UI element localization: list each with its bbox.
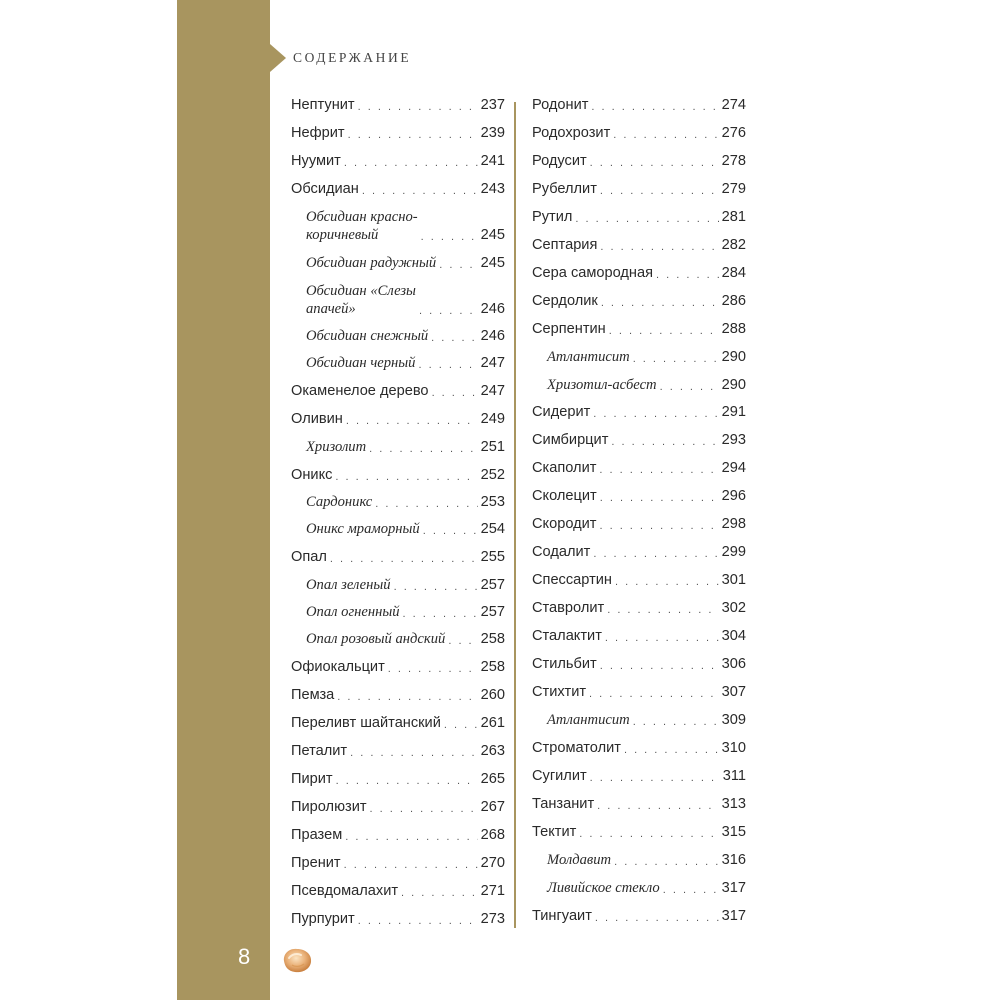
toc-subentry[interactable] (532, 851, 746, 869)
toc-entry-label: Обсидиан черный (306, 355, 416, 371)
dot-leader (394, 580, 478, 594)
toc-entry[interactable] (291, 180, 505, 198)
sidebar-band (177, 0, 270, 1000)
toc-entry-label: Тингуаит (532, 907, 592, 924)
toc-entry-page: 271 (480, 883, 505, 899)
dot-leader (601, 296, 719, 310)
toc-entry[interactable] (532, 403, 746, 421)
toc-entry-page: 237 (480, 97, 505, 113)
toc-entry-page: 282 (721, 236, 746, 253)
toc-entry-label: Родонит (532, 97, 589, 113)
toc-entry-page: 247 (480, 383, 505, 399)
toc-entry[interactable] (291, 382, 505, 400)
toc-subentry[interactable] (291, 327, 505, 345)
toc-entry-page: 293 (721, 432, 746, 449)
toc-entry-page: 245 (480, 227, 505, 243)
toc-entry[interactable] (532, 320, 746, 338)
toc-entry-label: Оникс мраморный (306, 521, 420, 537)
toc-entry[interactable] (291, 882, 505, 900)
toc-entry-page: 245 (480, 255, 505, 271)
dot-leader (660, 380, 719, 394)
dot-leader (423, 524, 478, 538)
toc-entry-page: 257 (480, 604, 505, 620)
toc-entry-page: 270 (480, 855, 505, 871)
dot-leader (624, 743, 719, 757)
toc-entry-page: 253 (480, 494, 505, 510)
toc-entry-label: Скородит (532, 516, 597, 533)
toc-entry-label: Спессартин (532, 572, 612, 589)
toc-entry[interactable] (532, 431, 746, 449)
toc-entry-page: 310 (721, 739, 746, 756)
toc-entry-page: 304 (721, 628, 746, 645)
dot-leader (609, 324, 719, 338)
toc-entry-label: Скаполит (532, 460, 597, 477)
toc-entry-page: 279 (721, 180, 746, 197)
dot-leader (600, 240, 718, 254)
toc-entry[interactable] (532, 292, 746, 310)
dot-leader (656, 268, 719, 282)
dot-leader (611, 435, 718, 449)
toc-entry-label: Танзанит (532, 795, 595, 812)
toc-entry-page: 267 (480, 799, 505, 815)
toc-entry-label: Сугилит (532, 767, 587, 784)
toc-entry[interactable] (532, 627, 746, 645)
dot-leader (370, 802, 478, 816)
toc-entry[interactable] (532, 655, 746, 673)
toc-subentry[interactable] (291, 630, 505, 648)
toc-entry-page: 246 (480, 301, 505, 317)
toc-entry-label: Атлантисит (547, 348, 630, 365)
dot-leader (599, 463, 718, 477)
toc-entry-page: 258 (480, 631, 505, 647)
dot-leader (403, 607, 478, 621)
toc-subentry[interactable] (291, 520, 505, 538)
toc-entry-page: 268 (480, 827, 505, 843)
toc-entry-page: 316 (721, 851, 746, 868)
page-number: 8 (238, 944, 251, 969)
toc-entry[interactable] (291, 686, 505, 704)
toc-entry-page: 265 (480, 771, 505, 787)
toc-entry-page: 286 (721, 292, 746, 309)
dot-leader (362, 184, 478, 198)
dot-leader (431, 331, 477, 345)
toc-entry[interactable] (532, 683, 746, 701)
toc-subentry[interactable] (291, 254, 505, 272)
toc-entry-page: 247 (480, 355, 505, 371)
toc-entry-page: 311 (722, 767, 746, 784)
toc-entry-label: Опал (291, 549, 327, 565)
toc-subentry[interactable] (291, 438, 505, 456)
toc-subentry[interactable] (532, 376, 746, 394)
dot-leader (337, 690, 477, 704)
toc-entry[interactable] (291, 742, 505, 760)
dot-leader (599, 519, 718, 533)
dot-leader (421, 230, 478, 244)
dot-leader (595, 911, 719, 925)
toc-entry-label: Молдавит (547, 851, 612, 868)
toc-entry-label: Пемза (291, 687, 335, 703)
toc-entry-label: Ставролит (532, 600, 605, 617)
toc-entry-label: Петалит (291, 743, 348, 759)
toc-entry-label: Опал зеленый (306, 577, 391, 593)
toc-entry-label: Хризотил-асбест (547, 376, 657, 393)
dot-leader (600, 659, 719, 673)
toc-entry-label: Септария (532, 236, 598, 253)
toc-entry-label: Опал огненный (306, 604, 400, 620)
toc-entry-page: 301 (721, 572, 746, 589)
dot-leader (600, 491, 719, 505)
toc-entry-page: 239 (480, 125, 505, 141)
toc-entry[interactable] (532, 236, 746, 254)
dot-leader (432, 386, 478, 400)
toc-entry[interactable] (291, 770, 505, 788)
dot-leader (419, 304, 478, 318)
toc-entry-label: Рутил (532, 208, 573, 225)
toc-entry[interactable] (291, 410, 505, 428)
toc-entry-page: 294 (721, 460, 746, 477)
toc-subentry[interactable] (532, 711, 746, 729)
dot-leader (346, 414, 478, 428)
toc-entry-label: Обсидиан снежный (306, 328, 429, 344)
toc-entry-page: 254 (480, 521, 505, 537)
page-title: СОДЕРЖАНИЕ (293, 50, 412, 65)
toc-entry-label: Окаменелое дерево (291, 383, 429, 399)
dot-leader (597, 799, 719, 813)
toc-entry[interactable] (532, 515, 746, 533)
dot-leader (375, 497, 477, 511)
dot-leader (593, 547, 718, 561)
toc-entry[interactable] (291, 798, 505, 816)
toc-entry-label: Родохрозит (532, 124, 611, 141)
toc-entry-page: 306 (721, 656, 746, 672)
toc-entry-label: Сталактит (532, 628, 602, 645)
toc-entry-label: Симбирцит (532, 432, 609, 449)
toc-entry-label: Серпентин (532, 320, 606, 337)
toc-entry[interactable] (532, 459, 746, 477)
toc-entry-page: 315 (721, 823, 746, 840)
toc-entry-label: Сера самородная (532, 264, 654, 281)
dot-leader (330, 552, 478, 566)
toc-entry-page: 258 (480, 659, 505, 675)
dot-leader (401, 886, 478, 900)
dot-leader (593, 407, 718, 421)
toc-entry-label: Стильбит (532, 656, 597, 672)
toc-entry[interactable] (532, 907, 746, 925)
dot-leader (591, 100, 718, 114)
toc-entry-label: Пирит (291, 771, 333, 787)
toc-entry-label: Оникс (291, 467, 333, 483)
toc-entry[interactable] (532, 152, 746, 170)
toc-entry[interactable] (532, 543, 746, 561)
toc-entry-page: 302 (721, 600, 746, 617)
toc-entry-page: 261 (480, 715, 505, 731)
toc-entry[interactable] (532, 795, 746, 813)
toc-entry[interactable] (291, 152, 505, 170)
dot-leader (444, 718, 478, 732)
toc-entry[interactable] (291, 466, 505, 484)
toc-entry[interactable] (532, 180, 746, 198)
toc-entry[interactable] (291, 910, 505, 928)
dot-leader (633, 715, 719, 729)
toc-entry-label: Пиролюзит (291, 799, 367, 815)
section-marker-arrow (270, 44, 286, 72)
toc-entry-label: Хризолит (306, 439, 367, 455)
toc-subentry[interactable] (532, 348, 746, 366)
toc-entry-page: 257 (480, 577, 505, 593)
toc-entry-page: 284 (721, 264, 746, 281)
dot-leader (358, 914, 478, 928)
toc-entry-page: 313 (721, 795, 746, 812)
toc-entry-page: 317 (721, 907, 746, 924)
toc-entry-page: 291 (721, 404, 746, 421)
dot-leader (344, 858, 478, 872)
toc-entry-page: 276 (721, 124, 746, 141)
dot-leader (358, 100, 478, 114)
toc-entry-page: 255 (480, 549, 505, 565)
toc-entry-label: Сардоникс (306, 494, 373, 510)
toc-entry-page: 246 (480, 328, 505, 344)
toc-entry-label: Сердолик (532, 292, 598, 309)
toc-entry[interactable] (532, 739, 746, 757)
toc-entry-page: 273 (480, 911, 505, 927)
dot-leader (418, 358, 477, 372)
toc-entry[interactable] (532, 124, 746, 142)
toc-entry-label: Строматолит (532, 739, 621, 756)
dot-leader (345, 830, 477, 844)
toc-entry-page: 278 (721, 152, 746, 169)
toc-entry[interactable] (532, 571, 746, 589)
toc-entry[interactable] (291, 826, 505, 844)
toc-entry-page: 249 (480, 411, 505, 427)
toc-entry-label: Псевдомалахит (291, 883, 399, 899)
dot-leader (439, 258, 477, 272)
toc-entry[interactable] (291, 854, 505, 872)
toc-entry-label: Офиокальцит (291, 659, 385, 675)
toc-entry-page: 307 (721, 683, 746, 700)
dot-leader (607, 603, 718, 617)
dot-leader (388, 662, 478, 676)
toc-entry[interactable] (532, 208, 746, 226)
toc-entry-page: 317 (721, 879, 746, 896)
toc-entry-label: Оливин (291, 411, 343, 427)
dot-leader (369, 442, 477, 456)
toc-entry[interactable] (532, 767, 746, 785)
toc-entry-page: 241 (480, 153, 505, 169)
toc-subentry[interactable] (291, 603, 505, 621)
toc-entry-label: Обсидиан «Слезы апачей» (306, 283, 416, 317)
toc-entry-page: 299 (721, 544, 746, 561)
toc-entry-page: 288 (721, 320, 746, 337)
toc-entry-label: Атлантисит (547, 711, 630, 728)
toc-entry-page: 290 (721, 376, 746, 393)
toc-entry[interactable] (532, 96, 746, 114)
toc-entry-label: Обсидиан радужный (306, 255, 437, 271)
toc-entry-page: 243 (480, 181, 505, 197)
toc-entry-page: 309 (721, 711, 746, 728)
toc-entry-label: Обсидиан (291, 181, 359, 197)
toc-entry-label: Нуумит (291, 153, 341, 169)
toc-entry-label: Нептунит (291, 97, 355, 113)
column-divider (514, 102, 516, 928)
toc-entry-label: Переливт шайтанский (291, 715, 441, 731)
toc-subentry[interactable] (532, 879, 746, 897)
toc-entry-page: 290 (721, 348, 746, 365)
toc-entry-label: Рубеллит (532, 180, 597, 197)
toc-entry[interactable] (532, 599, 746, 617)
toc-subentry[interactable] (291, 493, 505, 511)
dot-leader (589, 687, 719, 701)
dot-leader (579, 827, 718, 841)
dot-leader (575, 212, 718, 226)
toc-entry[interactable] (532, 487, 746, 505)
dot-leader (615, 575, 719, 589)
toc-entry-page: 296 (721, 488, 746, 505)
toc-subentry[interactable] (291, 208, 505, 244)
toc-entry-label: Родусит (532, 152, 587, 169)
dot-leader (590, 156, 719, 170)
dot-leader (590, 771, 720, 785)
dot-leader (633, 352, 719, 366)
dot-leader (605, 631, 719, 645)
toc-entry-page: 260 (480, 687, 505, 703)
toc-entry[interactable] (291, 548, 505, 566)
toc-entry-label: Сколецит (532, 488, 597, 505)
toc-entry-page: 252 (480, 467, 505, 483)
toc-subentry[interactable] (291, 354, 505, 372)
toc-entry-label: Обсидиан красно- коричневый (306, 209, 418, 243)
toc-subentry[interactable] (291, 282, 505, 318)
toc-entry[interactable] (532, 264, 746, 282)
toc-entry-label: Празем (291, 827, 343, 843)
toc-entry-label: Тектит (532, 823, 577, 840)
dot-leader (613, 128, 718, 142)
toc-entry-label: Пренит (291, 855, 341, 871)
toc-entry-page: 263 (480, 743, 505, 759)
toc-entry-label: Содалит (532, 544, 591, 561)
dot-leader (344, 156, 478, 170)
toc-entry-label: Ливийское стекло (547, 879, 660, 896)
amber-stone-icon (280, 945, 314, 975)
toc-entry-label: Нефрит (291, 125, 345, 141)
toc-entry-page: 298 (721, 516, 746, 533)
dot-leader (663, 883, 719, 897)
dot-leader (614, 855, 719, 869)
toc-entry-label: Пурпурит (291, 911, 355, 927)
toc-entry-page: 274 (721, 97, 746, 113)
toc-entry-label: Сидерит (532, 404, 591, 421)
dot-leader (348, 128, 478, 142)
toc-entry-page: 251 (480, 439, 505, 455)
toc-entry-label: Стихтит (532, 683, 587, 700)
dot-leader (335, 470, 477, 484)
toc-entry-label: Опал розовый андский (306, 631, 446, 647)
toc-entry[interactable] (291, 124, 505, 142)
dot-leader (600, 184, 719, 198)
dot-leader (336, 774, 478, 788)
toc-entry[interactable] (291, 714, 505, 732)
dot-leader (350, 746, 478, 760)
toc-entry-page: 281 (721, 208, 746, 225)
toc-entry[interactable] (291, 96, 505, 114)
toc-entry[interactable] (532, 823, 746, 841)
toc-subentry[interactable] (291, 576, 505, 594)
toc-entry[interactable] (291, 658, 505, 676)
dot-leader (448, 634, 477, 648)
